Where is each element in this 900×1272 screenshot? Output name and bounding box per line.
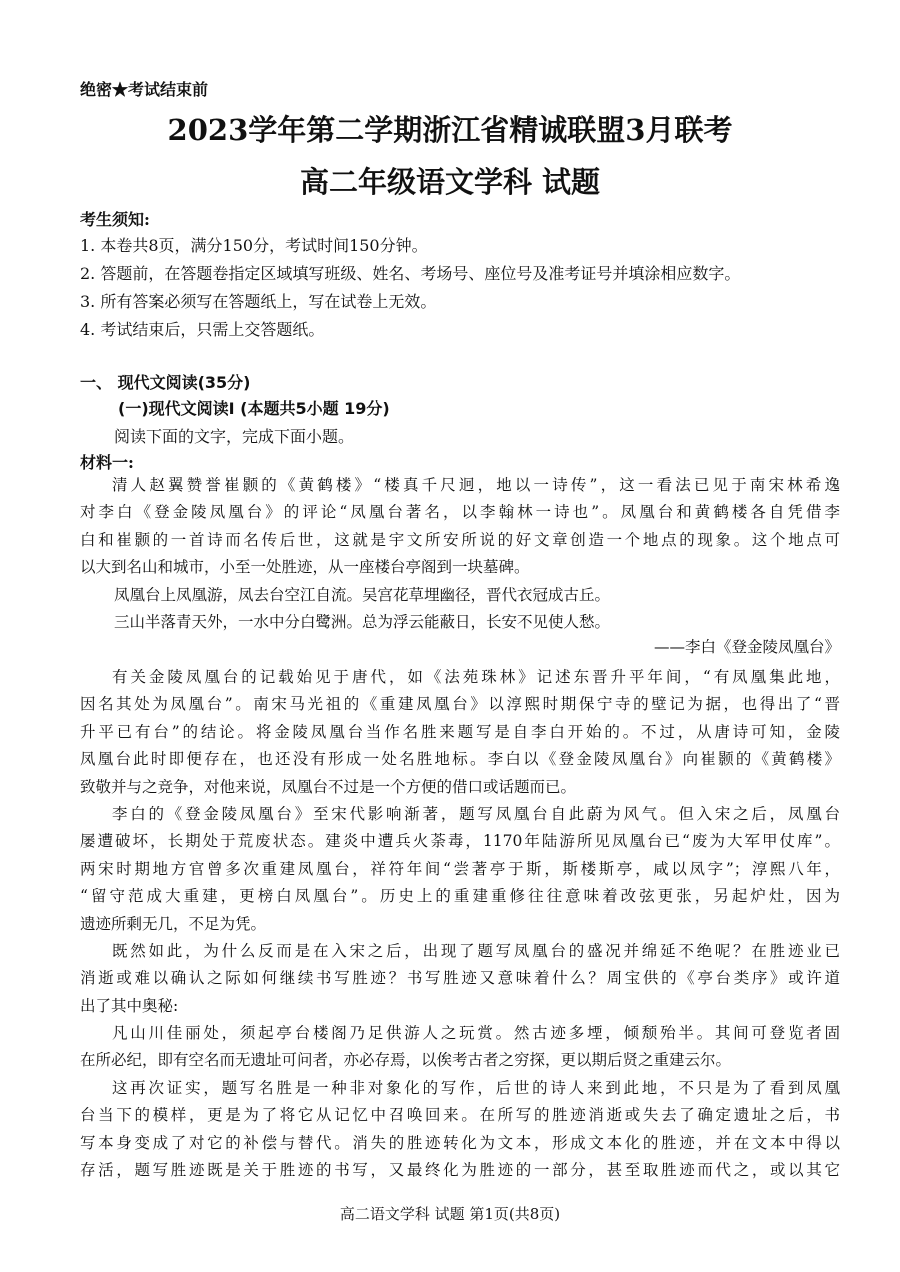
exam-title: 2023学年第二学期浙江省精诚联盟3月联考 <box>167 113 733 147</box>
subsection-title: (一)现代文阅读Ⅰ (本题共5小题 19分) <box>118 399 390 418</box>
text-line: 这再次证实，题写名胜是一种非对象化的写作，后世的诗人来到此地，不只是为了看到凤凰 <box>112 1079 840 1097</box>
notice-heading: 考生须知: <box>80 210 150 229</box>
notice-item: 2. 答题前，在答题卷指定区域填写班级、姓名、考场号、座位号及准考证号并填涂相应数字。 <box>80 264 741 283</box>
text-line: 写本身变成了对它的补偿与替代。消失的胜迹转化为文本，形成文本化的胜迹，并在文本中得以 <box>80 1133 840 1152</box>
text-line: 致敬并与之竞争，对他来说，凤凰台不过是一个方便的借口或话题而已。 <box>80 777 577 796</box>
text-line: 因名其处为凤凰台”。南宋马光祖的《重建凤凰台》以淳熙时期保宁寺的壁记为据，也得出了“晋 <box>80 695 840 714</box>
text-line: 存活，题写胜迹既是关于胜迹的书写，又最终化为胜迹的一部分，甚至取胜迹而代之，或以其它 <box>80 1161 840 1180</box>
text-line: “留守范成大重建，更榜白凤凰台”。历史上的重建重修往往意味着改弦更张，另起炉灶，因为 <box>80 887 840 906</box>
text-line: 白和崔颢的一首诗而名传后世，这就是宇文所安所说的好文章创造一个地点的现象。这个地点可 <box>80 530 840 549</box>
page-footer: 高二语文学科 试题 第1页(共8页) <box>339 1205 561 1223</box>
text-line: 升平已有台”的结论。将金陵凤凰台当作名胜来题写是自李白开始的。不过，从唐诗可知，金陵 <box>80 722 840 741</box>
text-line: 出了其中奥秘: <box>80 996 179 1015</box>
text-line: 李白的《登金陵凤凰台》至宋代影响渐著，题写凤凰台自此蔚为风气。但入宋之后，凤凰台 <box>112 805 840 823</box>
text-line: 清人赵翼赞誉崔颢的《黄鹤楼》“楼真千尺迥，地以一诗传”，这一看法已见于南宋林希逸 <box>112 476 840 494</box>
poem-line-1: 凤凰台上凤凰游，凤去台空江自流。吴宫花草埋幽径，晋代衣冠成古丘。 <box>114 586 611 604</box>
text-line: 台当下的模样，更是为了将它从记忆中召唤回来。在所写的胜迹消逝或失去了确定遗址之后，书 <box>80 1106 840 1125</box>
paragraph-4 <box>80 938 840 1020</box>
notice-item: 4. 考试结束后，只需上交答题纸。 <box>80 320 325 339</box>
text-line: 凤凰台此时即便存在，也还没有形成一处名胜地标。李白以《登金陵凤凰台》向崔颢的《黄鹤楼》 <box>80 750 840 769</box>
poem-source: ——李白《登金陵凤凰台》 <box>653 638 840 656</box>
text-line: 屡遭破坏，长期处于荒废状态。建炎中遭兵火荼毒，1170年陆游所见凤凰台已“废为大军甲仗库”。 <box>80 832 840 851</box>
text-line: 有关金陵凤凰台的记载始见于唐代，如《法苑珠林》记述东晋升平年间，“有凤凰集此地， <box>112 668 840 686</box>
text-line: 既然如此，为什么反而是在入宋之后，出现了题写凤凰台的盛况并绵延不绝呢？在胜迹业已 <box>112 942 840 960</box>
section-title: 一、 现代文阅读(35分) <box>80 373 251 392</box>
text-line: 在所必纪，即有空名而无遗址可问者，亦必存焉，以俟考古者之穷探，更以期后贤之重建云尔。 <box>80 1051 732 1070</box>
text-line: 两宋时期地方官曾多次重建凤凰台，祥符年间“尝著亭于斯，斯楼斯亭，咸以凤字”；淳熙八年， <box>80 859 840 878</box>
paragraph-6 <box>80 1075 840 1185</box>
text-line: 消逝或难以确认之际如何继续书写胜迹？书写胜迹又意味着什么？周宝供的《亭台类序》或许道 <box>80 969 840 988</box>
poem-line-2: 三山半落青天外，一水中分白鹭洲。总为浮云能蔽日，长安不见使人愁。 <box>114 613 611 631</box>
material-label: 材料一: <box>80 453 134 472</box>
notice-item: 3. 所有答案必须写在答题纸上，写在试卷上无效。 <box>80 292 437 311</box>
reading-instruction: 阅读下面的文字，完成下面小题。 <box>114 427 355 446</box>
quoted-passage <box>80 1020 840 1075</box>
text-line: 凡山川佳丽处，须起亭台楼阁乃足供游人之玩赏。然古迹多堙，倾颓殆半。其间可登览者固 <box>112 1024 840 1042</box>
paragraph-1 <box>80 472 840 582</box>
exam-subtitle: 高二年级语文学科 试题 <box>299 165 601 199</box>
text-line: 对李白《登金陵凤凰台》的评论“凤凰台著名，以李翰林一诗也”。凤凰台和黄鹤楼各自凭借李 <box>80 503 840 522</box>
text-line: 以大到名山和城市，小至一处胜迹，从一座楼台亭阁到一块墓碑。 <box>80 558 530 577</box>
confidential-label: 绝密★考试结束前 <box>80 80 209 99</box>
text-line: 遗迹所剩无几，不足为凭。 <box>80 914 267 933</box>
paragraph-3 <box>80 801 840 938</box>
notice-item: 1. 本卷共8页，满分150分，考试时间150分钟。 <box>80 236 428 255</box>
paragraph-2 <box>80 664 840 801</box>
